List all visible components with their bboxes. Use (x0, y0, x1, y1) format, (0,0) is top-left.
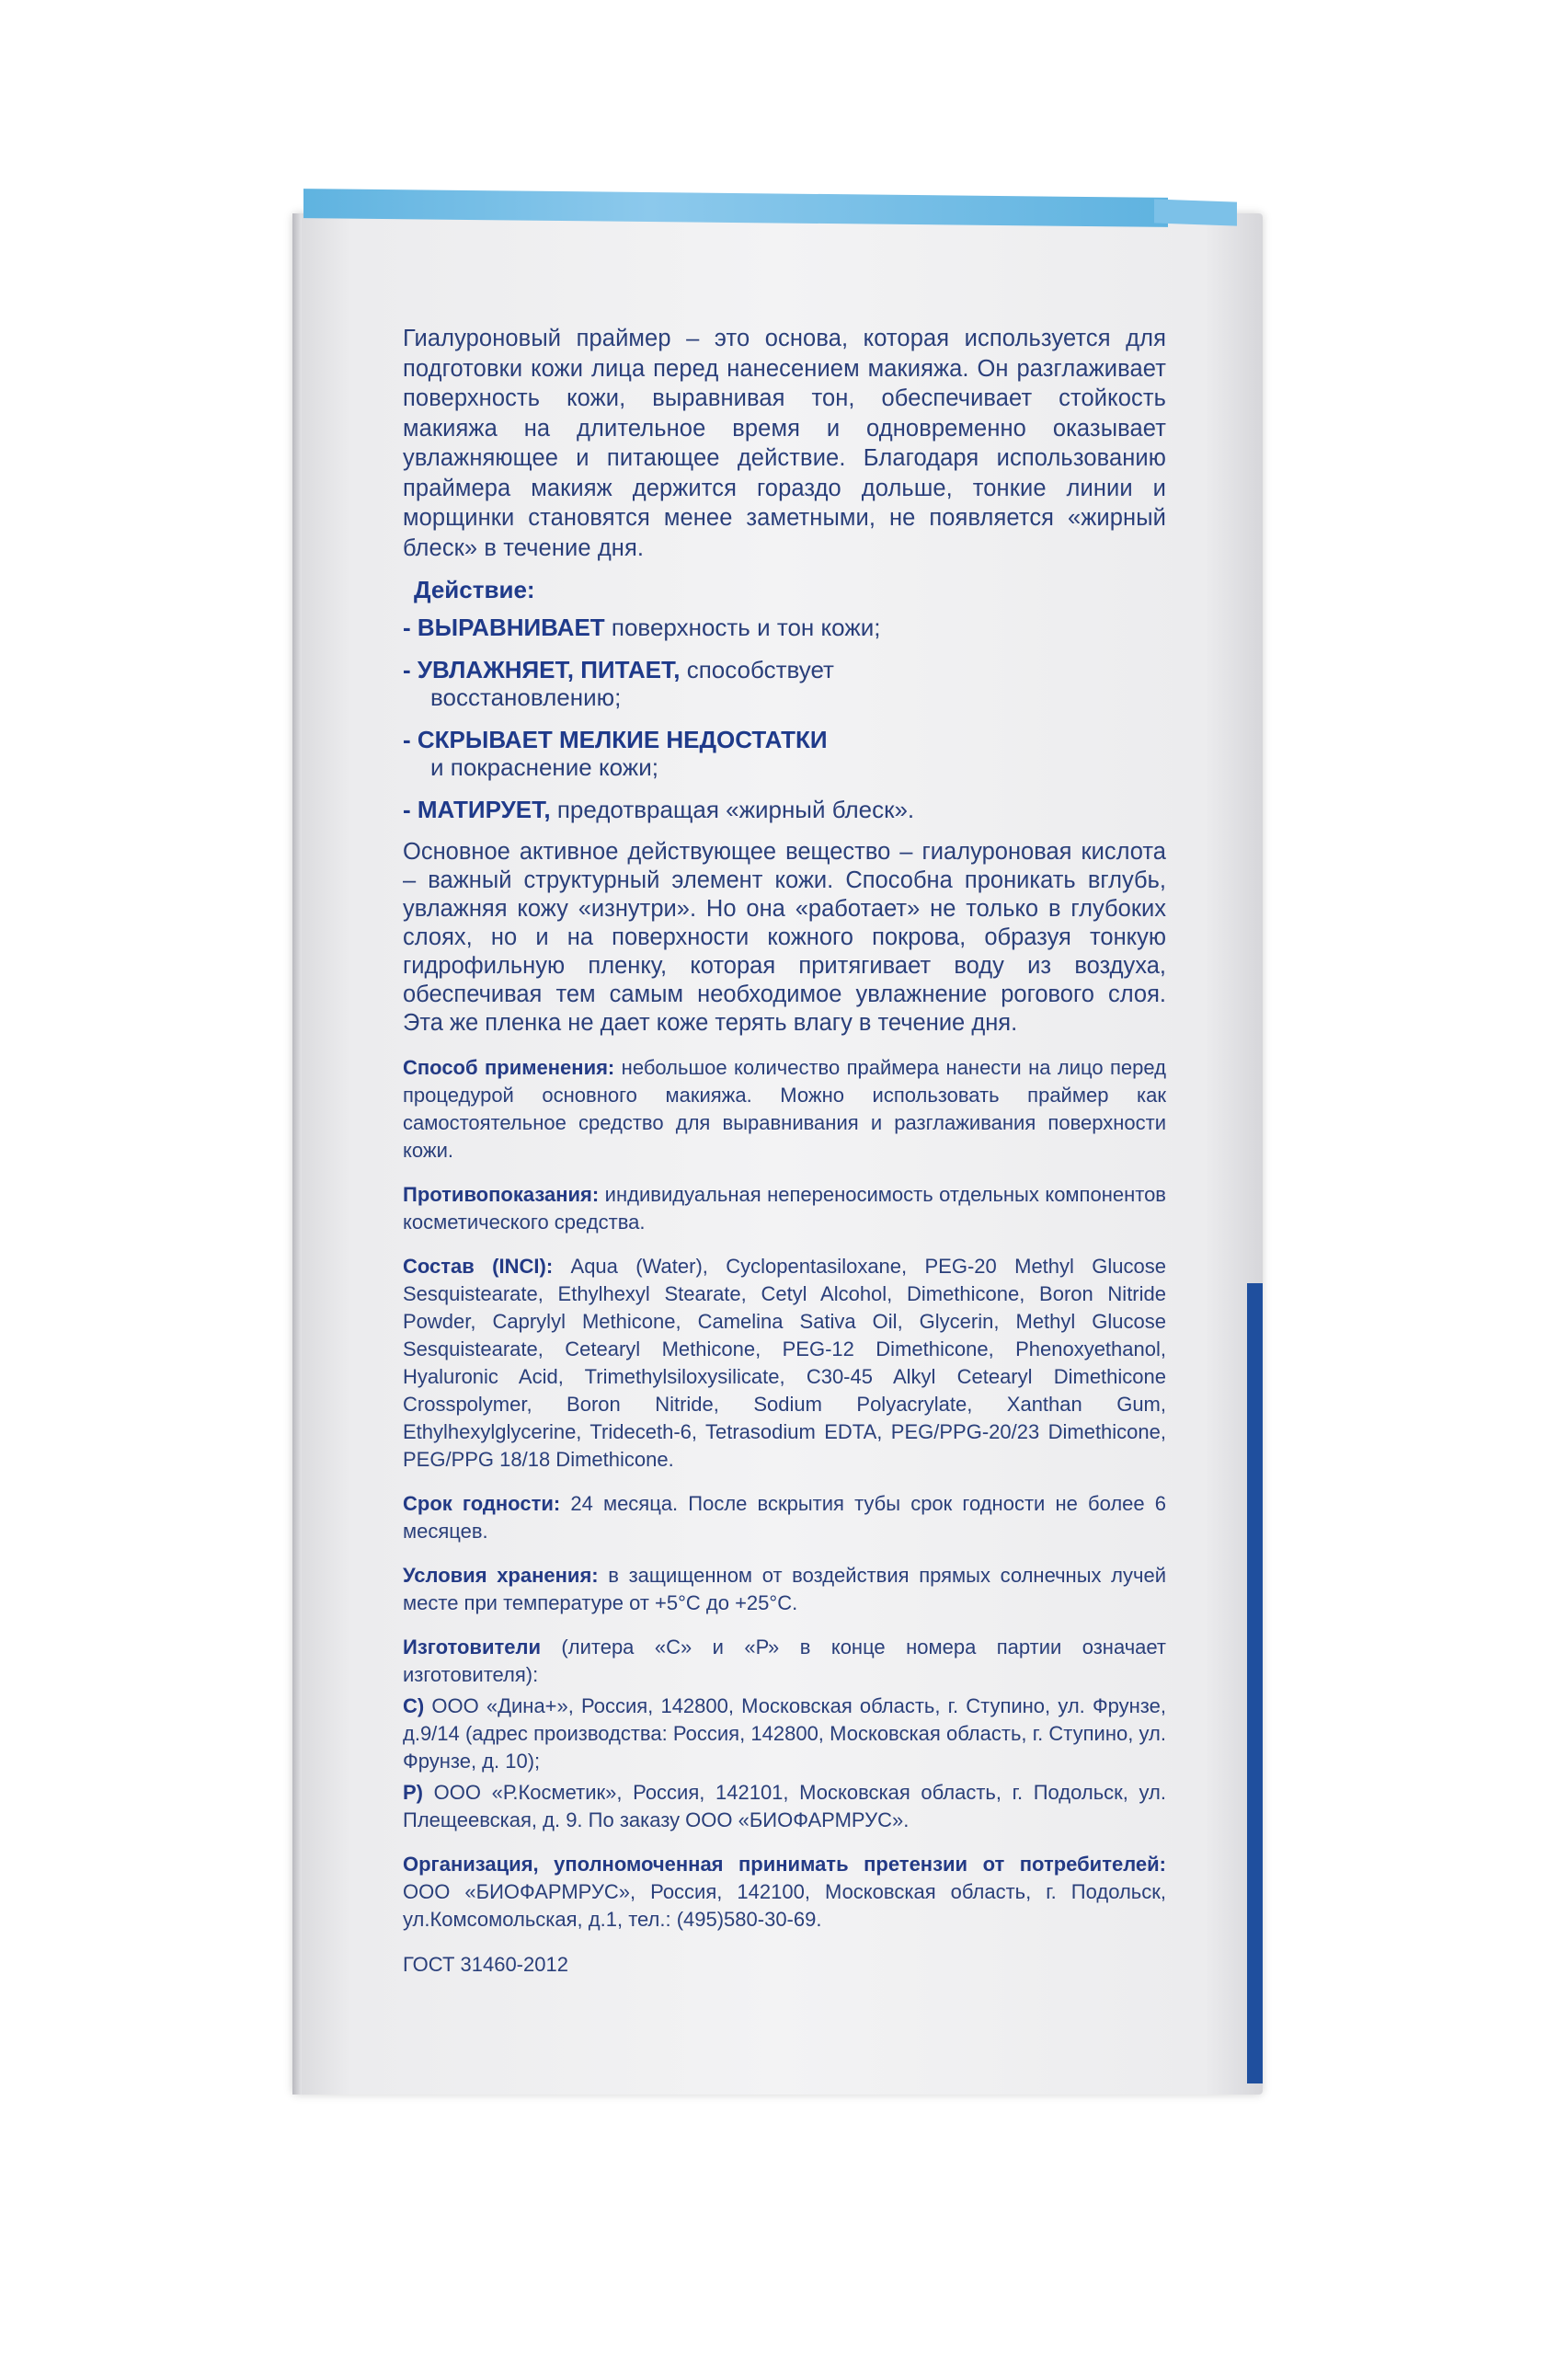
composition-text: Aqua (Water), Cyclopentasiloxane, PEG-20 Methyl Glucose Sesquistearate, Ethylhexyl Stearate, Cetyl Alcohol, Dimethicone, Boron Nitride Powder, Caprylyl Methicone, Camelina Sativa Oil, Glycerin, Methyl Glucose Sesquistearate, Cetearyl Methicone, PEG-12 Dimethicone, Phenoxyethanol, Hyaluronic Acid, Trimethylsiloxysilicate, C30-45 Alkyl Cetearyl Dimethicone Crosspolymer, Boron Nitride, Sodium Polyacrylate, Xanthan Gum, Ethylhexylglycerine, Trideceth-6, Tetrasodium EDTA, PEG/PPG-20/23 Dimethicone, PEG/PPG 18/18 Dimethicone. (403, 1255, 1166, 1471)
action-item (403, 614, 1166, 641)
manufacturer-p-text: ООО «Р.Косметик», Россия, 142101, Московская область, г. Подольск, ул. Плещеевская, д. 9. По заказу ООО «БИОФАРМРУС». (403, 1781, 1166, 1831)
manufacturer-c-text: ООО «Дина+», Россия, 142800, Московская область, г. Ступино, ул. Фрунзе, д.9/14 (адрес производства: Россия, 142800, Московская область, г. Ступино, ул. Фрунзе, д. 10); (403, 1694, 1166, 1773)
storage-text: в защищенном от воздействия прямых солнечных лучей месте при температуре от +5°С до +25°С. (403, 1564, 1166, 1614)
action-item-text: предотвращая «жирный блеск». (550, 796, 915, 823)
storage-label: Условия хранения: (403, 1564, 599, 1587)
manufacturer-c (403, 1693, 1166, 1775)
manufacturers-text: (литера «С» и «Р» в конце номера партии означает изготовителя): (403, 1636, 1166, 1686)
action-item-text: способствует (680, 656, 834, 683)
usage-text: небольшое количество праймера нанести на лицо перед процедурой основного макияжа. Можно использовать праймер как самостоятельное средство для выравнивания и разглаживания поверхности кожи. (403, 1056, 1166, 1162)
intro-paragraph: Гиалуроновый праймер – это основа, которая используется для подготовки кожи лица перед нанесением макияжа. Он разглаживает поверхность кожи, выравнивая тон, обеспечивает стойкость макияжа на длительное время и одновременно оказывает увлажняющее и питающее действие. Благодаря использованию праймера макияж держится гораздо дольше, тонкие линии и морщинки становятся менее заметными, не появляется «жирный блеск» в течение дня. (403, 326, 1166, 561)
manufacturers-label: Изготовители (403, 1636, 541, 1659)
gost-standard: ГОСТ 31460-2012 (403, 1953, 568, 1976)
manufacturer-p (403, 1779, 1166, 1834)
action-item-text: поверхность и тон кожи; (604, 614, 881, 641)
manufacturer-p-label: Р) (403, 1781, 423, 1804)
usage-section (403, 1054, 1166, 1165)
storage-section (403, 1562, 1166, 1617)
composition-section (403, 1253, 1166, 1474)
action-item-bold: - МАТИРУЕТ, (403, 796, 551, 823)
claims-section (403, 1851, 1166, 1934)
action-item-bold: - УВЛАЖНЯЕТ, ПИТАЕТ, (403, 656, 681, 683)
blue-side-stripe (1247, 1283, 1263, 2083)
contraindications-section (403, 1181, 1166, 1236)
composition-label: Состав (INCI): (403, 1255, 554, 1278)
shelf-label: Срок годности: (403, 1492, 561, 1515)
manufacturer-c-label: С) (403, 1694, 425, 1717)
contra-label: Противопоказания: (403, 1183, 600, 1206)
action-item-bold: - ВЫРАВНИВАЕТ (403, 614, 605, 641)
action-title: Действие: (414, 576, 535, 603)
box-left-edge (292, 213, 302, 2095)
claims-text: ООО «БИОФАРМРУС», Россия, 142100, Московская область, г. Подольск, ул.Комсомольская, д.1, тел.: (495)580-30-69. (403, 1880, 1166, 1931)
shelf-text: 24 месяца. После вскрытия тубы срок годности не более 6 месяцев. (403, 1492, 1166, 1543)
action-item (403, 726, 1166, 781)
action-item-subtext: восстановлению; (430, 683, 622, 711)
label-text-panel (403, 324, 1166, 1979)
action-item-bold: - СКРЫВАЕТ МЕЛКИЕ НЕДОСТАТКИ (403, 726, 828, 753)
usage-label: Способ применения: (403, 1056, 615, 1079)
hyaluronic-paragraph: Основное активное действующее вещество – гиалуроновая кислота – важный структурный элемент кожи. Способна проникать вглубь, увлажняя кожу «изнутри». Но она «работает» не только в глубоких слоях, но и на поверхности кожного покрова, образуя тонкую гидрофильную пленку, которая притягивает воду из воздуха, обеспечивая тем самым необходимое увлажнение рогового слоя. Эта же пленка не дает коже терять влагу в течение дня. (403, 839, 1166, 1036)
manufacturers-section (403, 1634, 1166, 1689)
shelf-life-section (403, 1490, 1166, 1545)
contra-text: индивидуальная непереносимость отдельных компонентов косметического средства. (403, 1183, 1166, 1234)
action-item (403, 796, 1166, 823)
claims-label: Организация, уполномоченная принимать претензии от потребителей: (403, 1853, 1166, 1876)
action-item-subtext: и покраснение кожи; (430, 753, 658, 781)
blue-flap-corner (1154, 199, 1237, 225)
action-item (403, 656, 1166, 711)
